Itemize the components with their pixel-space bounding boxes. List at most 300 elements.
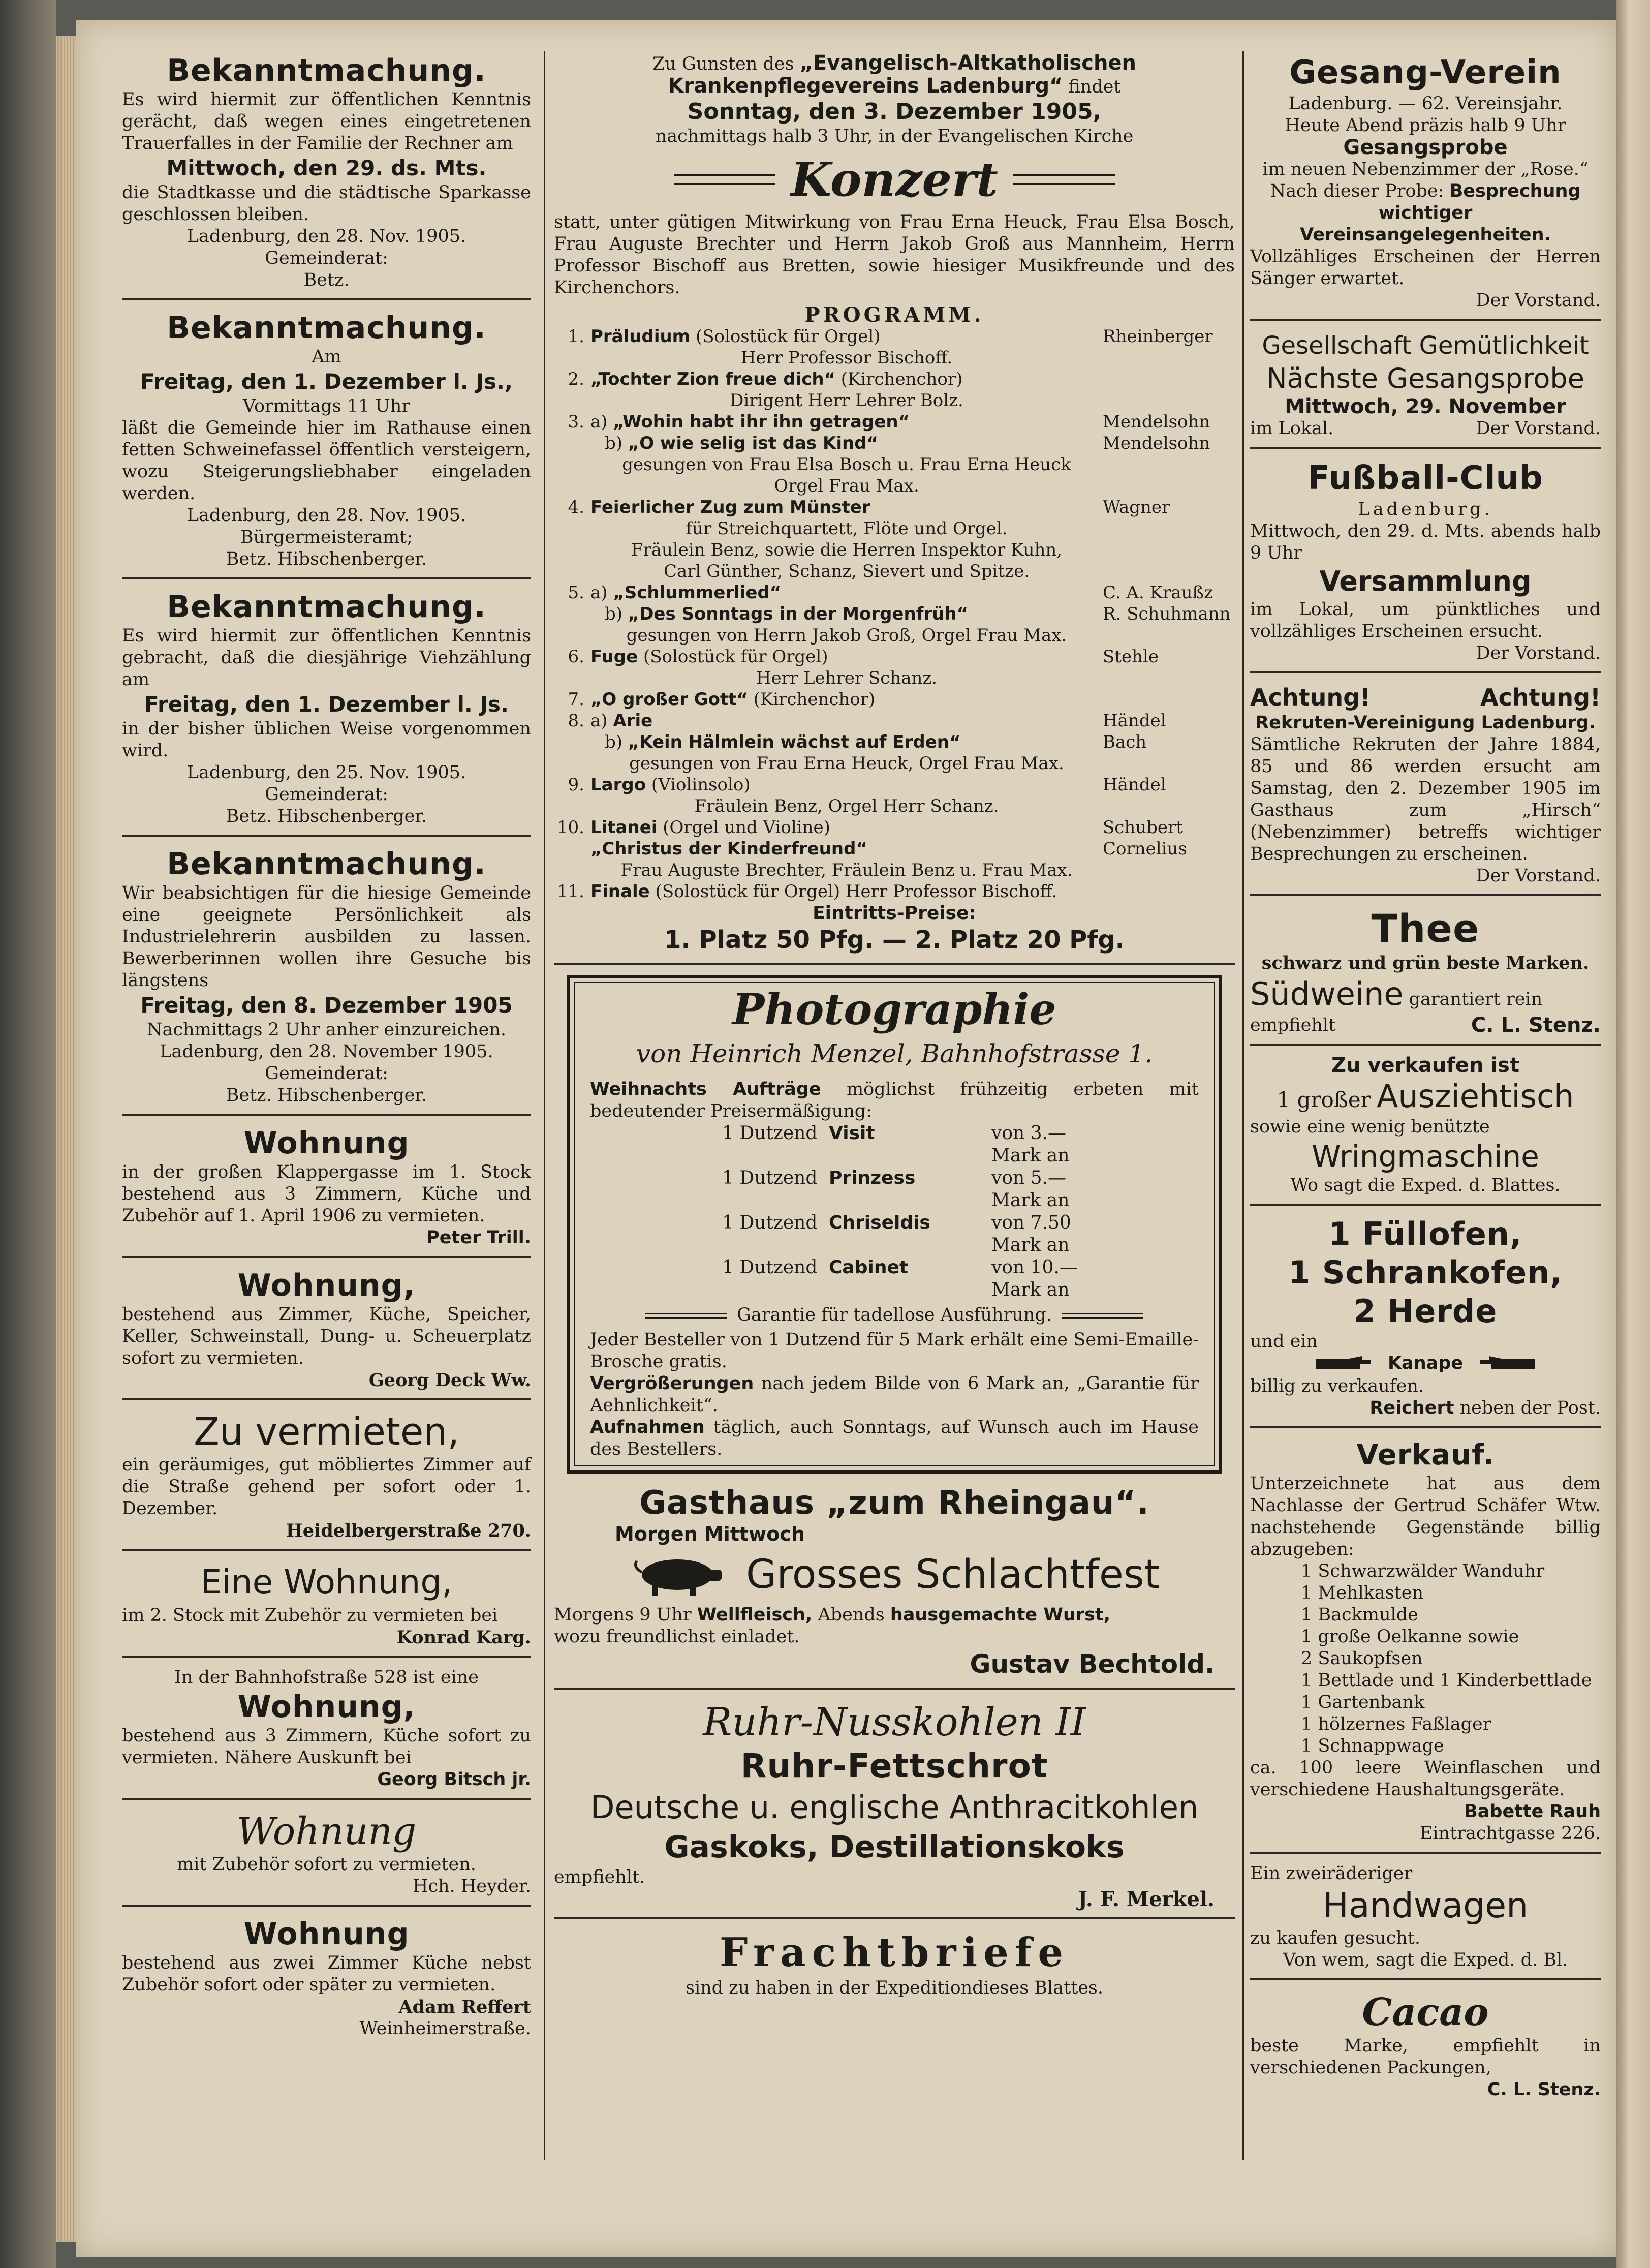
piece-desc: (Violinsolo) [651,775,751,795]
verkauf-item-list [1250,1560,1601,1757]
program-num: 2. [568,369,584,389]
price-k: Visit [829,1123,875,1144]
concert-line-1b: „Evangelisch-Altkatholischen [799,51,1137,75]
photo-ad-subtitle: von Heinrich Menzel, Bahnhofstrasse 1. [636,1039,1153,1068]
ad-wohnung-4-title: Wohnung, [237,1689,416,1725]
piece-title: „Des Sonntags in der Morgenfrüh“ [628,604,968,624]
verk1-l3: Wringmaschine [1312,1139,1539,1174]
concert-time: nachmittags halb 3 Uhr, in der Evangelischen Kirche [655,126,1134,146]
handwagen-ad [1250,1859,1601,1980]
photo-enlargements-text: nach jedem Bilde von 6 Mark an, „Garantie für Aehnlichkeit“. [590,1373,1199,1416]
thee-title: Thee [1371,906,1480,951]
concert-text: statt, unter gütigen Mitwirkung von Frau Erna Heuck, Frau Elsa Bosch, Frau Auguste Brechter und Herrn Jakob Groß aus Mannheim, Herrn Professor Bischoff aus Bretten, sowie hiesiger Musikfreunde und des Kirchenchors. [554,212,1235,298]
concert-line-1a: Zu Gunsten des [652,54,794,74]
piece-title: Largo [590,775,646,795]
price-q: 1 Dutzend [722,1257,818,1278]
photo-enlargements-bold: Vergrößerungen [590,1373,754,1394]
oefen-l3: billig zu verkaufen. [1250,1375,1424,1396]
notice-2-text: läßt die Gemeinde hier im Rathause einen fetten Schweinefassel öffentlich versteigern, wozu Steigerungsliebhaber eingeladen werden. [122,418,531,504]
gasthaus-line-1 [554,1604,1235,1626]
photo-recordings-text: täglich, auch Sonntags, auf Wunsch auch im Hause des Bestellers. [590,1417,1199,1459]
program-item-5 [554,582,1235,603]
verk1-l1-row [1250,1077,1601,1116]
ornament-bar-left [645,1313,727,1319]
thee-l3: empfiehlt [1250,1015,1336,1035]
program-piece [590,369,1103,390]
gesang-l1: Ladenburg. — 62. Vereinsjahr. [1288,94,1563,114]
hand-l1: Ein zweiräderiger [1250,1863,1413,1884]
gasthaus-l1b: Wellfleisch, [697,1605,813,1625]
verk1-l2: sowie eine wenig benützte [1250,1117,1490,1137]
notice-4-authority: Gemeinderat: [265,1063,388,1084]
book-binding [0,0,56,2268]
price-v: von 5.— Mark an [991,1168,1070,1211]
composer: Händel [1103,775,1166,795]
notice-4-text2: Nachmittags 2 Uhr anher einzureichen. [147,1020,506,1040]
verkauf-address: Eintrachtgasse 226. [1419,1823,1601,1844]
oefen-kanape-row [1250,1353,1601,1375]
notice-3-authority: Gemeinderat: [265,784,388,805]
ad-zimmer-title: Zu vermieten, [194,1410,459,1454]
pointing-hand-right-icon [1316,1353,1372,1375]
list-item: 1 Backmulde [1301,1604,1418,1625]
gesang-l6: wichtiger Vereinsangelegenheiten. [1300,203,1551,245]
price-q: 1 Dutzend [722,1123,818,1144]
fussball-ad [1250,454,1601,673]
frachtbriefe-text: sind zu haben in der Expeditiondieses Blattes. [685,1978,1104,1998]
program-piece [590,731,1103,753]
notice-1-title: Bekanntmachung. [167,53,486,88]
performer: für Streichquartett, Flöte und Orgel. [686,518,1008,539]
ad-wohnung-5-signature: Hch. Heyder. [412,1876,531,1896]
ad-wohnung-5-title: Wohnung [236,1810,417,1853]
oefen-l2: Kanape [1387,1353,1464,1373]
piece-desc: (Kirchenchor) [753,689,876,710]
gesang-l7: Vollzähliges Erscheinen der Herren Sänger erwartet. [1250,247,1601,289]
piece-title: „Christus der Kinderfreund“ [590,839,867,859]
program-item-1 [554,326,1235,347]
piece-title: „Schlummerlied“ [613,583,782,603]
notice-1 [122,48,531,300]
notice-1-text2: die Stadtkasse und die städtische Sparkasse geschlossen bleiben. [122,182,531,225]
ornament-bar-left [674,174,775,185]
price-row [722,1212,1199,1256]
admission-label: Eintritts-Preise: [813,903,976,924]
composer: C. A. Kraußz [1103,583,1213,603]
ad-wohnung-6-text: bestehend aus zwei Zimmer Küche nebst Zubehör sofort oder später zu vermieten. [122,1953,531,1995]
program-piece [590,411,1103,433]
admission-prices: 1. Platz 50 Pfg. — 2. Platz 20 Pfg. [664,926,1125,954]
rekruten-ad [1250,679,1601,896]
ad-wohnung-1-signature: Peter Trill. [426,1228,531,1248]
attention-left: Achtung! [1250,684,1371,711]
list-item: 1 Bettlade und 1 Kinderbettlade [1301,1670,1592,1691]
fuss-l2: Mittwoch, den 29. d. Mts. abends halb 9 Uhr [1250,521,1601,563]
column-rule-1 [544,51,545,2160]
notice-3-text: Es wird hiermit zur öffentlichen Kenntnis gebracht, daß die diesjährige Viehzählung am [122,626,531,690]
program-title: PROGRAMM. [804,303,984,327]
notice-4-title: Bekanntmachung. [167,846,486,882]
gem-l1: Nächste Gesangsprobe [1266,362,1584,394]
cacao-ad [1250,1985,1601,2108]
gem-l3 [1250,418,1601,440]
program-num: 5. [568,583,584,603]
verkauf-signature: Babette Rauh [1464,1801,1601,1822]
notice-1-text: Es wird hiermit zur öffentlichen Kenntnis gerächt, daß wegen eines eingetretenen Trauerfalles in der Familie der Rechner am [122,89,531,154]
list-item: 2 Saukopfsen [1301,1648,1423,1669]
piece-desc: (Solostück für Orgel) Herr Professor Bischoff. [655,881,1057,902]
concert-line-2 [554,75,1235,98]
hand-title: Handwagen [1322,1885,1529,1926]
concert-line-1 [554,52,1235,75]
piece-title: „Wohin habt ihr ihn getragen“ [613,412,910,432]
program-table [554,326,1235,902]
piece-letter: a) [590,583,608,603]
fuss-l4: im Lokal, um pünktliches und vollzähliges Erscheinen ersucht. [1250,599,1601,641]
piece-letter: a) [590,412,608,432]
notice-3-signature: Betz. Hibschenberger. [226,806,427,826]
price-k: Cabinet [829,1257,909,1278]
notice-3-date: Freitag, den 1. Dezember l. Js. [144,692,509,717]
photo-recordings-bold: Aufnahmen [590,1417,705,1437]
oefen-l1: und ein [1250,1331,1318,1352]
column-right [1250,48,1601,2113]
composer: Mendelsohn [1103,412,1210,432]
concert-ad [554,48,1235,965]
composer: Bach [1103,732,1147,752]
price-k: Prinzess [829,1168,916,1188]
performer: Herr Lehrer Schanz. [756,668,938,688]
ad-wohnung-2-text: bestehend aus Zimmer, Küche, Speicher, Keller, Schweinstall, Dung- u. Scheuerplatz sofort zu vermieten. [122,1304,531,1368]
gasthaus-sub: Morgen Mittwoch [615,1523,805,1545]
concert-date: Sonntag, den 3. Dezember 1905, [687,99,1102,125]
performer: gesungen von Frau Erna Heuck, Orgel Frau Max. [629,753,1064,774]
coal-title-3: Deutsche u. englische Anthracitkohlen [590,1789,1199,1826]
price-v: von 3.— Mark an [991,1123,1070,1166]
list-item: 1 hölzernes Faßlager [1301,1713,1491,1734]
verkauf-ad [1250,1433,1601,1854]
gasthaus-l1a: Morgens 9 Uhr [554,1605,692,1625]
gasthaus-fest-row [554,1550,1235,1599]
piece-title: Feierlicher Zug zum Münster [590,497,870,517]
piece-title: „O großer Gott“ [590,689,748,710]
piece-letter: b) [605,433,623,453]
gasthaus-signature: Gustav Bechtold. [970,1649,1215,1679]
gasthaus-l1d: hausgemachte Wurst, [890,1605,1110,1625]
verk1-l1a: 1 großer [1277,1087,1371,1112]
fuss-l3: Versammlung [1319,565,1532,597]
list-item: 1 Schnappwage [1301,1735,1444,1756]
price-k: Chriseldis [829,1212,930,1233]
photo-ad-intro [590,1079,1199,1122]
notice-4 [122,842,531,1116]
program-num: 8. [568,711,584,731]
performer: Herr Professor Bischoff. [740,348,953,368]
program-item-2 [554,369,1235,390]
coal-title-2: Ruhr-Fettschrot [740,1746,1048,1786]
notice-3-place: Ladenburg, den 25. Nov. 1905. [186,762,466,783]
composer: Cornelius [1103,839,1187,859]
notice-2 [122,305,531,579]
photo-ad-frame [567,975,1222,1474]
notice-2-am: Am [312,347,341,367]
ad-wohnung-4-signature: Georg Bitsch jr. [377,1769,531,1790]
program-num: 7. [568,689,584,710]
program-num: 10. [556,817,584,838]
thee-l2: Südweine [1250,975,1404,1013]
program-piece [590,838,1103,860]
photo-guarantee-row [590,1304,1199,1326]
oefen-sign-row [1250,1397,1601,1419]
ad-wohnung-5 [122,1805,531,1907]
photo-ad-title: Photographie [732,984,1056,1034]
photo-guarantee: Garantie für tadellose Ausführung. [737,1305,1052,1325]
performer: Carl Günther, Schanz, Sievert und Spitze. [663,561,1030,581]
gem-l2: Mittwoch, 29. November [1285,395,1566,418]
piece-title: Finale [590,881,650,902]
concert-line-2b: findet [1068,77,1121,97]
program-num: 4. [568,497,584,517]
gesang-signature: Der Vorstand. [1476,290,1601,311]
fuss-signature: Der Vorstand. [1476,643,1601,663]
notice-1-date: Mittwoch, den 29. ds. Mts. [166,156,487,180]
pig-icon [629,1552,726,1598]
ad-wohnung-4-text: bestehend aus 3 Zimmern, Küche sofort zu vermieten. Nähere Auskunft bei [122,1726,531,1768]
ad-wohnung-1 [122,1121,531,1258]
piece-title: Litanei [590,817,658,838]
gesang-l5b: Besprechung [1449,181,1581,201]
ad-wohnung-3-text: im 2. Stock mit Zubehör zu vermieten bei [122,1605,498,1626]
gem-title: Gesellschaft Gemütlichkeit [1262,331,1589,360]
performer: Orgel Frau Max. [774,476,919,496]
column-middle [554,48,1235,2011]
cacao-text: beste Marke, empfiehlt in verschiedenen Packungen, [1250,2035,1601,2078]
program-item-7 [554,689,1235,710]
ad-wohnung-3-title: Eine Wohnung, [200,1562,453,1602]
program-num: 9. [568,775,584,795]
ad-wohnung-4 [122,1663,531,1800]
program-piece [590,326,1103,347]
program-item-9 [554,774,1235,795]
program-piece [590,710,1103,731]
thee-l2b: garantiert rein [1409,989,1543,1009]
photo-ad-intro-bold: Weihnachts Aufträge [590,1079,821,1099]
price-row [722,1256,1199,1301]
piece-title: „O wie selig ist das Kind“ [628,433,878,453]
notice-3-text2: in der bisher üblichen Weise vorgenommen wird. [122,719,531,761]
notice-4-date: Freitag, den 8. Dezember 1905 [140,993,513,1018]
performer: gesungen von Frau Elsa Bosch u. Frau Erna Heuck [622,454,1071,475]
composer: Wagner [1103,497,1170,517]
composer: R. Schuhmann [1103,604,1231,624]
gem-l3b: Der Vorstand. [1476,418,1601,439]
gesang-title: Gesang-Verein [1289,54,1562,91]
ornament-bar-right [1013,174,1115,185]
verkauf-tail: ca. 100 leere Weinflaschen und verschiedene Haushaltungsgeräte. [1250,1757,1601,1800]
thee-l2-row [1250,974,1601,1015]
program-piece [590,774,1103,795]
verkauf-title: Verkauf. [1356,1438,1495,1472]
list-item: 1 Mehlkasten [1301,1582,1424,1603]
fuss-l1: Ladenburg. [1358,499,1493,519]
verkauf-text: Unterzeichnete hat aus dem Nachlasse der Gertrud Schäfer Wtw. nachstehende Gegenstände billig abzugeben: [1250,1473,1601,1559]
program-piece [590,689,1103,710]
notice-1-signature: Betz. [303,270,350,290]
piece-title: Arie [613,711,653,731]
gasthaus-line-2: wozu freundlichst einladet. [554,1627,800,1647]
notice-2-place: Ladenburg, den 28. Nov. 1905. [186,505,466,526]
ad-wohnung-1-title: Wohnung [243,1125,410,1161]
column-left [122,48,531,2052]
program-piece [590,582,1103,603]
rekruten-signature: Der Vorstand. [1476,866,1601,886]
notice-2-title: Bekanntmachung. [167,310,486,346]
piece-desc: (Solostück für Orgel) [643,647,828,667]
program-item-6 [554,646,1235,667]
gesang-ad [1250,48,1601,321]
photo-enlargements [590,1373,1199,1417]
program-item-4 [554,497,1235,518]
program-piece [590,497,1103,518]
program-piece [590,433,1103,454]
frachtbriefe-ad [554,1924,1235,2006]
gesang-l4: im neuen Nebenzimmer der „Rose.“ [1262,159,1589,179]
column-rule-2 [1242,51,1244,2160]
program-item-11 [554,881,1235,902]
fuss-title: Fußball-Club [1307,459,1543,497]
notice-2-time: Vormittags 11 Uhr [242,396,411,416]
gemuetlichkeit-ad [1250,326,1601,449]
program-item-3 [554,411,1235,433]
photo-recordings [590,1417,1199,1460]
program-num: 1. [568,326,584,347]
performer: Frau Auguste Brechter, Fräulein Benz u. Frau Max. [620,860,1073,880]
notice-4-signature: Betz. Hibschenberger. [226,1085,427,1106]
list-item: 1 Schwarzwälder Wanduhr [1301,1560,1545,1581]
cacao-signature: C. L. Stenz. [1487,2079,1601,2100]
ad-wohnung-3-signature: Konrad Karg. [396,1627,531,1648]
gem-l3a: im Lokal. [1250,418,1334,439]
thee-signature: C. L. Stenz. [1471,1014,1601,1037]
gesang-l3: Gesangsprobe [1343,136,1508,159]
ad-wohnung-6 [122,1912,531,2047]
notice-1-place: Ladenburg, den 28. Nov. 1905. [186,226,466,247]
performer: Dirigent Herr Lehrer Bolz. [730,390,963,411]
composer: Schubert [1103,817,1183,838]
ornament-bar-right [1062,1313,1143,1319]
photo-price-list [722,1122,1199,1301]
price-row [722,1167,1199,1212]
ad-zimmer [122,1405,531,1551]
oefen-t1: 1 Füllofen, [1328,1215,1522,1252]
gasthaus-l1c: Abends [818,1605,885,1625]
coal-title-1: Ruhr-Nusskohlen II [703,1699,1086,1744]
gesang-l5a: Nach dieser Probe: [1270,181,1444,201]
program-piece [590,646,1103,667]
oefen-signature-2: neben der Post. [1459,1397,1601,1418]
piece-title: Fuge [590,647,638,667]
piece-desc: (Solostück für Orgel) [695,326,881,347]
verkauf-tisch-ad [1250,1051,1601,1206]
notice-2-date: Freitag, den 1. Dezember l. Js., [140,369,513,394]
oefen-t3: 2 Herde [1353,1293,1498,1330]
notice-2-signature: Betz. Hibschenberger. [226,549,427,569]
ad-zimmer-signature: Heidelbergerstraße 270. [286,1520,531,1541]
piece-letter: b) [605,604,623,624]
attention-right: Achtung! [1480,684,1601,711]
concert-title: Konzert [791,152,998,207]
program-item-8 [554,710,1235,731]
notice-1-authority: Gemeinderat: [265,248,388,268]
rekruten-title: Rekruten-Vereinigung Ladenburg. [1255,713,1596,733]
verk1-l1b: Ausziehtisch [1377,1078,1574,1115]
cacao-title: Cacao [1362,1990,1489,2034]
piece-title: „Tochter Zion freue dich“ [590,369,835,389]
notice-3 [122,585,531,837]
ad-wohnung-2-title: Wohnung, [237,1268,416,1303]
photo-semi-offer: Jeder Besteller von 1 Dutzend für 5 Mark erhält eine Semi-Emaille-Brosche gratis. [590,1330,1199,1372]
ad-wohnung-3 [122,1556,531,1658]
program-num: 11. [556,881,584,902]
price-v: von 10.— Mark an [991,1257,1078,1300]
performer: Fräulein Benz, Orgel Herr Schanz. [694,796,999,816]
gesang-l2: Heute Abend präzis halb 9 Uhr [1285,115,1566,136]
piece-desc: (Kirchenchor) [840,369,963,389]
ad-wohnung-2-signature: Georg Deck Ww. [368,1370,531,1391]
ad-wohnung-2 [122,1263,531,1400]
photo-ad-intro-text: möglichst frühzeitig erbeten mit bedeutender Preisermäßigung: [590,1079,1199,1121]
coal-signature: J. F. Merkel. [1078,1887,1215,1911]
oefen-signature: Reichert [1369,1397,1454,1418]
performer: Fräulein Benz, sowie die Herren Inspektor Kuhn, [631,540,1063,560]
pointing-hand-left-icon [1479,1353,1535,1375]
piece-letter: a) [590,711,608,731]
composer: Rheinberger [1103,326,1213,347]
composer: Stehle [1103,647,1159,667]
composer: Händel [1103,711,1166,731]
gasthaus-title: Gasthaus „zum Rheingau“. [639,1484,1149,1522]
concert-title-row [554,151,1235,207]
notice-3-title: Bekanntmachung. [167,589,486,625]
list-item: 1 Gartenbank [1301,1692,1425,1712]
gesang-l5 [1250,180,1601,202]
program-item-10 [554,817,1235,838]
oefen-t2: 1 Schrankofen, [1288,1254,1563,1291]
piece-desc: (Orgel und Violine) [663,817,830,838]
ad-wohnung-6-signature: Adam Reffert [398,1997,531,2017]
ad-wohnung-5-text: mit Zubehör sofort zu vermieten. [177,1854,476,1875]
program-num: 3. [568,412,584,432]
notice-4-text: Wir beabsichtigen für die hiesige Gemeinde eine geeignete Persönlichkeit als Industrielehrerin ausbilden zu lassen. Bewerberinnen wollen ihre Gesuche bis längstens [122,883,531,991]
program-piece [590,603,1103,625]
oefen-ad [1250,1211,1601,1428]
notice-2-authority: Bürgermeisteramt; [240,527,413,547]
gasthaus-fest: Grosses Schlachtfest [745,1552,1160,1598]
gasthaus-ad [554,1479,1235,1690]
ad-wohnung-6-title: Wohnung [243,1916,410,1952]
hand-l3: Von wem, sagt die Exped. d. Bl. [1283,1949,1568,1970]
ad-zimmer-text: ein geräumiges, gut möbliertes Zimmer auf die Straße gehend per sofort oder 1. Dezember. [122,1455,531,1519]
list-item: 1 große Oelkanne sowie [1301,1626,1519,1647]
ad-wohnung-6-street: Weinheimerstraße. [359,2018,531,2039]
rekruten-text: Sämtliche Rekruten der Jahre 1884, 85 und 86 werden ersucht am Samstag, den 2. Dezember 1905 im Gasthaus zum „Hirsch“ (Nebenzimmer) betreffs wichtiger Besprechungen zu erscheinen. [1250,734,1601,864]
coal-ad [554,1695,1235,1919]
price-q: 1 Dutzend [722,1168,818,1188]
program-piece [590,881,1235,902]
frachtbriefe-title: Frachtbriefe [720,1929,1069,1976]
composer: Mendelsohn [1103,433,1210,453]
concert-line-2a: Krankenpflegevereins Ladenburg“ [668,74,1063,98]
